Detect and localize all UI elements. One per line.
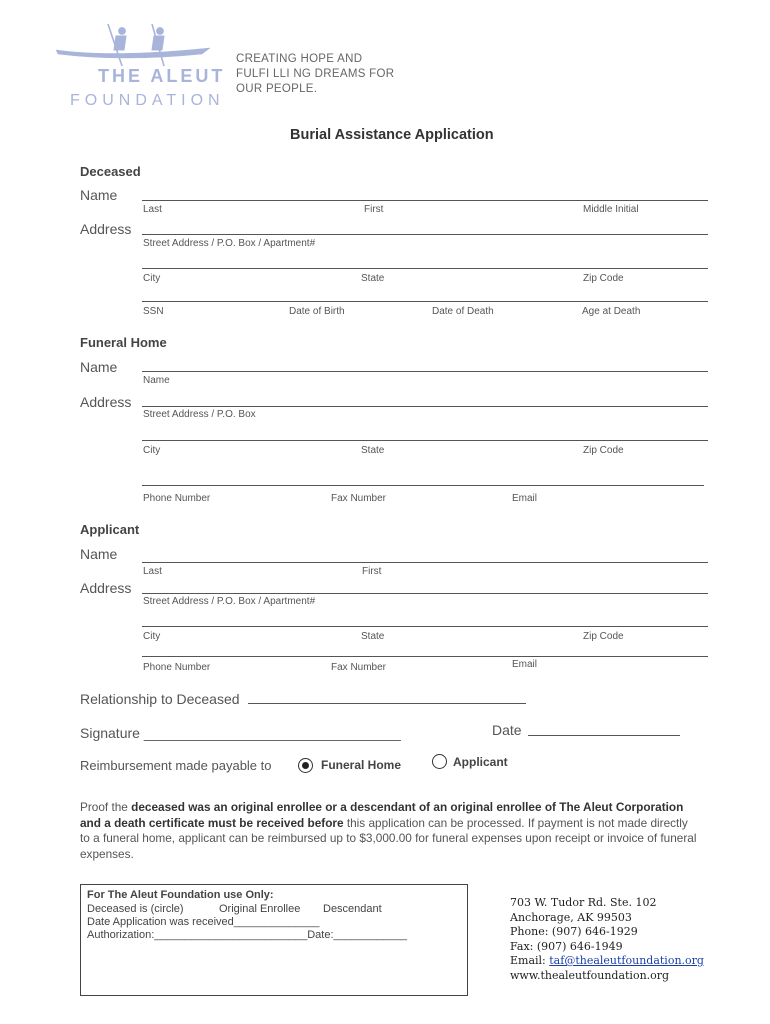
funeral-state-label: State	[361, 445, 385, 456]
applicant-option-label: Applicant	[453, 755, 508, 769]
proof-text: this application can be processed. If payment is not made directly to a funeral home, applicant can be reimbursed up to $3,000.00 for funeral expenses upon receipt or invoice of funeral expenses.	[80, 815, 697, 861]
date-label: Date	[492, 722, 522, 738]
funeral-name-label: Name	[80, 359, 118, 375]
deceased-name-field[interactable]	[142, 200, 708, 201]
proof-paragraph	[80, 800, 700, 862]
deceased-age-label: Age at Death	[582, 306, 641, 317]
deceased-heading: Deceased	[80, 164, 141, 179]
applicant-heading: Applicant	[80, 522, 140, 537]
contact-fax: Fax: (907) 646-1949	[510, 939, 623, 953]
tagline-line: CREATING HOPE AND	[236, 53, 363, 65]
contact-email-row	[510, 954, 704, 969]
applicant-street-field[interactable]	[142, 593, 708, 594]
signature-label[interactable]: Signature _________________________________	[80, 725, 401, 741]
funeral-phone-label: Phone Number	[143, 493, 211, 504]
deceased-address-label: Address	[80, 221, 132, 237]
office-use-heading: For The Aleut Foundation use Only:	[87, 889, 274, 901]
deceased-dob-label: Date of Birth	[289, 306, 345, 317]
tagline	[236, 52, 394, 97]
deceased-ssn-label: SSN	[143, 306, 164, 317]
deceased-name-label: Name	[80, 187, 118, 203]
applicant-address-label: Address	[80, 580, 132, 596]
applicant-city-label: City	[143, 631, 161, 642]
applicant-city-field[interactable]	[142, 626, 708, 627]
deceased-zip-label: Zip Code	[583, 273, 624, 284]
funeral-zip-label: Zip Code	[583, 445, 624, 456]
funeral-fax-label: Fax Number	[331, 493, 387, 504]
applicant-phone-field[interactable]	[142, 656, 708, 657]
funeral-name-sub: Name	[143, 375, 170, 386]
deceased-ssn-field[interactable]	[142, 301, 708, 302]
contact-address	[510, 896, 704, 983]
contact-email-link[interactable]: taf@thealeutfoundation.org	[549, 954, 704, 967]
deceased-first-label: First	[364, 204, 384, 215]
funeral-street-label: Street Address / P.O. Box	[143, 409, 256, 420]
relationship-field[interactable]	[248, 703, 526, 704]
funeral-name-field[interactable]	[142, 371, 708, 372]
tagline-line: FULFI LLI NG DREAMS FOR	[236, 68, 395, 80]
funeral-city-field[interactable]	[142, 440, 708, 441]
applicant-state-label: State	[361, 631, 385, 642]
proof-bold-text: deceased was an original enrollee or a descendant of an original enrollee of The Aleut Corporation and a death certificate must be received before	[80, 800, 684, 830]
applicant-zip-label: Zip Code	[583, 631, 624, 642]
funeral-city-label: City	[143, 445, 161, 456]
deceased-last-label: Last	[143, 204, 162, 215]
applicant-name-field[interactable]	[142, 562, 708, 563]
deceased-dod-label: Date of Death	[432, 306, 494, 317]
office-authorization: Authorization:_________________________Date:____________	[87, 929, 407, 941]
funeral-home-radio[interactable]	[298, 758, 313, 773]
office-descendant: Descendant	[323, 903, 382, 915]
deceased-state-label: State	[361, 273, 385, 284]
applicant-first-label: First	[362, 566, 382, 577]
deceased-city-label: City	[143, 273, 161, 284]
relationship-label: Relationship to Deceased	[80, 691, 240, 707]
applicant-fax-label: Fax Number	[331, 662, 387, 673]
applicant-radio[interactable]	[432, 754, 447, 769]
logo-text-top: THE ALEUT	[98, 66, 226, 86]
funeral-street-field[interactable]	[142, 406, 708, 407]
funeral-email-label: Email	[512, 493, 538, 504]
date-field[interactable]	[528, 735, 680, 736]
page-title: Burial Assistance Application	[290, 127, 494, 143]
deceased-street-label: Street Address / P.O. Box / Apartment#	[143, 238, 316, 249]
funeral-phone-field[interactable]	[142, 485, 704, 486]
office-use-box	[80, 884, 468, 996]
contact-website[interactable]: www.thealeutfoundation.org	[510, 968, 670, 982]
contact-phone: Phone: (907) 646-1929	[510, 925, 638, 938]
deceased-city-field[interactable]	[142, 268, 708, 269]
tagline-line: OUR PEOPLE.	[236, 83, 318, 95]
applicant-email-label: Email	[512, 659, 538, 670]
applicant-street-label: Street Address / P.O. Box / Apartment#	[143, 596, 316, 607]
contact-street: 703 W. Tudor Rd. Ste. 102	[510, 896, 657, 909]
deceased-street-field[interactable]	[142, 234, 708, 235]
office-original-enrollee: Original Enrollee	[219, 903, 301, 915]
applicant-last-label: Last	[143, 566, 162, 577]
logo-text-bottom: FOUNDATION	[70, 92, 225, 109]
funeral-home-option-label: Funeral Home	[321, 758, 402, 772]
applicant-name-label: Name	[80, 546, 118, 562]
radio-selected-dot	[302, 762, 309, 769]
office-deceased-circle: Deceased is (circle)	[87, 903, 184, 915]
contact-email-label: Email:	[510, 954, 550, 967]
deceased-middle-label: Middle Initial	[583, 204, 639, 215]
proof-text: Proof the	[80, 800, 132, 814]
aleut-foundation-logo	[52, 22, 226, 114]
funeral-home-heading: Funeral Home	[80, 335, 167, 350]
applicant-phone-label: Phone Number	[143, 662, 211, 673]
office-date-received: Date Application was received______________	[87, 916, 320, 928]
funeral-address-label: Address	[80, 394, 132, 410]
contact-city: Anchorage, AK 99503	[510, 910, 632, 924]
reimbursement-label: Reimbursement made payable to	[80, 758, 272, 773]
